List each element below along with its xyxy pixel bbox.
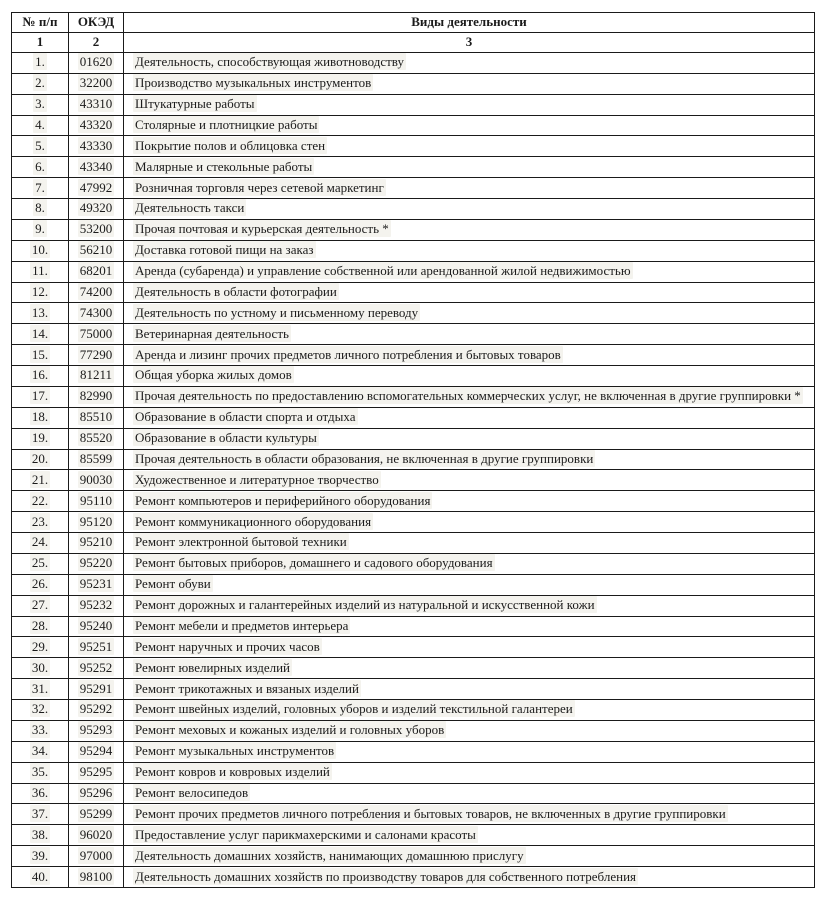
row-number-cell (12, 533, 69, 554)
row-number-cell (12, 616, 69, 637)
table-row (12, 261, 815, 282)
table-header (12, 13, 815, 53)
oked-code-cell (69, 366, 124, 387)
activity-name-cell (124, 324, 815, 345)
row-number-cell-text: 19. (31, 430, 49, 446)
oked-code-cell (69, 846, 124, 867)
row-number-cell (12, 94, 69, 115)
table-row (12, 804, 815, 825)
row-number-cell (12, 491, 69, 512)
oked-code-cell (69, 595, 124, 616)
activity-name-cell (124, 366, 815, 387)
oked-code-cell (69, 94, 124, 115)
oked-code-cell-text: 95293 (79, 722, 113, 738)
activity-name-cell-text: Ремонт электронной бытовой техники (135, 534, 347, 550)
activity-name-cell (124, 637, 815, 658)
row-number-cell-text: 3. (35, 96, 45, 112)
oked-code-cell-text: 95292 (79, 701, 113, 717)
table-row (12, 574, 815, 595)
oked-code-cell-text: 81211 (79, 367, 113, 383)
row-number-cell (12, 553, 69, 574)
row-number-cell-text: 4. (35, 116, 45, 132)
activity-name-cell (124, 178, 815, 199)
row-number-cell-text: 5. (35, 137, 45, 153)
row-number-cell (12, 52, 69, 73)
oked-code-cell (69, 240, 124, 261)
row-number-cell-text: 31. (31, 680, 49, 696)
row-number-cell (12, 407, 69, 428)
activity-name-cell-text: Образование в области спорта и отдыха (135, 409, 356, 425)
activity-name-cell (124, 616, 815, 637)
oked-code-cell-text: 74200 (79, 283, 113, 299)
row-number-cell (12, 157, 69, 178)
oked-code-cell-text: 01620 (79, 54, 113, 70)
table-row (12, 679, 815, 700)
row-number-cell (12, 73, 69, 94)
row-number-cell-text: 25. (31, 555, 49, 571)
activity-name-cell (124, 595, 815, 616)
row-number-cell (12, 366, 69, 387)
activity-name-cell (124, 428, 815, 449)
activity-name-cell (124, 491, 815, 512)
oked-code-cell-text: 75000 (79, 325, 113, 341)
activity-name-cell-text: Розничная торговля через сетевой маркетинг (135, 179, 384, 195)
activity-name-cell-text: Деятельность по устному и письменному переводу (135, 304, 419, 320)
oked-code-cell-text: 32200 (79, 75, 113, 91)
oked-code-cell (69, 303, 124, 324)
oked-code-cell (69, 73, 124, 94)
row-number-cell (12, 199, 69, 220)
header-number: № п/п (12, 13, 69, 33)
row-number-cell (12, 679, 69, 700)
activity-name-cell (124, 762, 815, 783)
row-number-cell (12, 512, 69, 533)
table-row (12, 553, 815, 574)
oked-code-cell-text: 95295 (79, 764, 113, 780)
activity-name-cell-text: Ремонт обуви (135, 576, 211, 592)
activity-name-cell-text: Покрытие полов и облицовка стен (135, 137, 326, 153)
table-row (12, 846, 815, 867)
table-row (12, 303, 815, 324)
oked-code-cell-text: 49320 (79, 200, 113, 216)
activity-name-cell (124, 303, 815, 324)
activity-name-cell (124, 658, 815, 679)
oked-code-cell-text: 95299 (79, 805, 113, 821)
column-index-row (12, 32, 815, 52)
row-number-cell (12, 783, 69, 804)
table-row (12, 407, 815, 428)
oked-code-cell-text: 95294 (79, 743, 113, 759)
row-number-cell-text: 14. (31, 325, 49, 341)
oked-code-cell (69, 574, 124, 595)
oked-code-cell-text: 97000 (79, 847, 113, 863)
table-row (12, 94, 815, 115)
table-row (12, 282, 815, 303)
table-row (12, 136, 815, 157)
activity-name-cell-text: Малярные и стекольные работы (135, 158, 313, 174)
oked-code-cell (69, 428, 124, 449)
table-row (12, 386, 815, 407)
row-number-cell-text: 8. (35, 200, 45, 216)
row-number-cell (12, 720, 69, 741)
activity-name-cell (124, 700, 815, 721)
oked-code-cell (69, 386, 124, 407)
activity-name-cell (124, 679, 815, 700)
oked-code-cell (69, 825, 124, 846)
row-number-cell (12, 762, 69, 783)
activity-name-cell (124, 846, 815, 867)
activity-name-cell (124, 136, 815, 157)
oked-code-cell (69, 178, 124, 199)
table-row (12, 512, 815, 533)
activity-name-cell (124, 73, 815, 94)
activity-name-cell-text: Деятельность, способствующая животноводству (135, 54, 404, 70)
row-number-cell-text: 18. (31, 409, 49, 425)
oked-code-cell-text: 85520 (79, 430, 113, 446)
oked-code-cell-text: 95252 (79, 659, 113, 675)
activity-name-cell (124, 825, 815, 846)
row-number-cell-text: 29. (31, 638, 49, 654)
activity-name-cell (124, 867, 815, 888)
row-number-cell-text: 9. (35, 221, 45, 237)
oked-code-cell-text: 74300 (79, 304, 113, 320)
oked-code-cell-text: 56210 (79, 242, 113, 258)
oked-code-cell (69, 720, 124, 741)
header-oked-code: ОКЭД (69, 13, 124, 33)
oked-code-cell (69, 616, 124, 637)
row-number-cell-text: 27. (31, 597, 49, 613)
activity-name-cell-text: Ремонт коммуникационного оборудования (135, 513, 372, 529)
activity-name-cell (124, 553, 815, 574)
row-number-cell (12, 386, 69, 407)
row-number-cell (12, 282, 69, 303)
activity-name-cell-text: Ремонт прочих предметов личного потребления и бытовых товаров, не включенных в другие группировки (135, 805, 726, 821)
oked-code-cell (69, 324, 124, 345)
oked-activities-table (11, 12, 815, 888)
row-number-cell (12, 178, 69, 199)
activity-name-cell (124, 449, 815, 470)
oked-code-cell-text: 77290 (79, 346, 113, 362)
oked-code-cell (69, 219, 124, 240)
table-row (12, 52, 815, 73)
activity-name-cell (124, 94, 815, 115)
oked-code-cell-text: 95291 (79, 680, 113, 696)
activity-name-cell-text: Столярные и плотницкие работы (135, 116, 318, 132)
activity-name-cell-text: Производство музыкальных инструментов (135, 75, 372, 91)
table-row (12, 595, 815, 616)
activity-name-cell (124, 470, 815, 491)
activity-name-cell (124, 407, 815, 428)
oked-code-cell (69, 783, 124, 804)
activity-name-cell (124, 219, 815, 240)
activity-name-cell-text: Деятельность такси (135, 200, 245, 216)
table-row (12, 658, 815, 679)
row-number-cell-text: 38. (31, 826, 49, 842)
activity-name-cell-text: Ремонт дорожных и галантерейных изделий из натуральной и искусственной кожи (135, 597, 595, 613)
table-row (12, 73, 815, 94)
oked-code-cell (69, 470, 124, 491)
row-number-cell (12, 324, 69, 345)
row-number-cell (12, 303, 69, 324)
table-row (12, 491, 815, 512)
row-number-cell-text: 13. (31, 304, 49, 320)
row-number-cell-text: 22. (31, 492, 49, 508)
activity-name-cell-text: Ремонт музыкальных инструментов (135, 743, 335, 759)
activity-name-cell (124, 512, 815, 533)
row-number-cell (12, 136, 69, 157)
oked-code-cell-text: 95296 (79, 784, 113, 800)
oked-code-cell-text: 47992 (79, 179, 113, 195)
row-number-cell (12, 219, 69, 240)
activity-name-cell-text: Ремонт трикотажных и вязаных изделий (135, 680, 359, 696)
activity-name-cell-text: Ремонт ковров и ковровых изделий (135, 764, 330, 780)
activity-name-cell (124, 240, 815, 261)
activity-name-cell (124, 533, 815, 554)
table-row (12, 219, 815, 240)
oked-code-cell (69, 637, 124, 658)
oked-code-cell-text: 95120 (79, 513, 113, 529)
oked-code-cell-text: 95240 (79, 617, 113, 633)
table-row (12, 762, 815, 783)
table-row (12, 240, 815, 261)
oked-code-cell (69, 762, 124, 783)
oked-code-cell (69, 804, 124, 825)
activity-name-cell (124, 720, 815, 741)
oked-code-cell (69, 261, 124, 282)
activity-name-cell (124, 199, 815, 220)
row-number-cell-text: 15. (31, 346, 49, 362)
activity-name-cell-text: Ремонт наручных и прочих часов (135, 638, 320, 654)
oked-code-cell-text: 43310 (79, 96, 113, 112)
row-number-cell-text: 11. (32, 263, 48, 279)
table-row (12, 178, 815, 199)
activity-name-cell (124, 804, 815, 825)
table-row (12, 324, 815, 345)
row-number-cell (12, 846, 69, 867)
activity-name-cell-text: Ремонт меховых и кожаных изделий и головных уборов (135, 722, 445, 738)
activity-name-cell-text: Ремонт швейных изделий, головных уборов и изделий текстильной галантереи (135, 701, 573, 717)
row-number-cell (12, 345, 69, 366)
activity-name-cell (124, 157, 815, 178)
activity-name-cell-text: Прочая деятельность в области образования, не включенная в другие группировки (135, 450, 594, 466)
table-row (12, 637, 815, 658)
row-number-cell (12, 700, 69, 721)
row-number-cell (12, 470, 69, 491)
table-row (12, 366, 815, 387)
oked-code-cell (69, 658, 124, 679)
table-row (12, 345, 815, 366)
header-row (12, 13, 815, 33)
row-number-cell (12, 449, 69, 470)
row-number-cell-text: 2. (35, 75, 45, 91)
oked-code-cell-text: 95210 (79, 534, 113, 550)
activity-name-cell-text: Предоставление услуг парикмахерскими и салонами красоты (135, 826, 476, 842)
table-row (12, 199, 815, 220)
oked-code-cell-text: 95251 (79, 638, 113, 654)
oked-code-cell (69, 282, 124, 303)
activity-name-cell-text: Деятельность домашних хозяйств, нанимающих домашнюю прислугу (135, 847, 524, 863)
activity-name-cell (124, 52, 815, 73)
row-number-cell (12, 867, 69, 888)
activity-name-cell (124, 783, 815, 804)
oked-code-cell-text: 43330 (79, 137, 113, 153)
table-row (12, 449, 815, 470)
row-number-cell-text: 24. (31, 534, 49, 550)
row-number-cell-text: 37. (31, 805, 49, 821)
row-number-cell-text: 23. (31, 513, 49, 529)
row-number-cell-text: 26. (31, 576, 49, 592)
activity-name-cell (124, 261, 815, 282)
oked-code-cell-text: 85510 (79, 409, 113, 425)
activity-name-cell-text: Доставка готовой пищи на заказ (135, 242, 314, 258)
activity-name-cell (124, 115, 815, 136)
activity-name-cell-text: Аренда и лизинг прочих предметов личного потребления и бытовых товаров (135, 346, 561, 362)
oked-code-cell (69, 157, 124, 178)
oked-code-cell-text: 95220 (79, 555, 113, 571)
oked-code-cell-text: 43320 (79, 116, 113, 132)
oked-code-cell-text: 96020 (79, 826, 113, 842)
row-number-cell (12, 574, 69, 595)
oked-code-cell (69, 449, 124, 470)
activity-name-cell-text: Художественное и литературное творчество (135, 471, 379, 487)
row-number-cell-text: 35. (31, 764, 49, 780)
activity-name-cell-text: Образование в области культуры (135, 430, 317, 446)
column-index-2: 2 (69, 32, 124, 52)
table-row (12, 741, 815, 762)
activity-name-cell (124, 574, 815, 595)
row-number-cell-text: 17. (31, 388, 49, 404)
activity-name-cell-text: Прочая почтовая и курьерская деятельность * (135, 221, 389, 237)
row-number-cell-text: 20. (31, 450, 49, 466)
activity-name-cell (124, 345, 815, 366)
oked-code-cell (69, 491, 124, 512)
oked-code-cell (69, 407, 124, 428)
table-row (12, 700, 815, 721)
table-row (12, 720, 815, 741)
oked-code-cell-text: 95110 (79, 492, 113, 508)
row-number-cell-text: 40. (31, 868, 49, 884)
activity-name-cell (124, 386, 815, 407)
oked-code-cell (69, 199, 124, 220)
row-number-cell-text: 34. (31, 743, 49, 759)
table-row (12, 157, 815, 178)
row-number-cell-text: 12. (31, 283, 49, 299)
table-row (12, 825, 815, 846)
row-number-cell-text: 1. (35, 54, 45, 70)
activity-name-cell-text: Деятельность домашних хозяйств по производству товаров для собственного потребления (135, 868, 637, 884)
column-index-3: 3 (124, 32, 815, 52)
oked-code-cell (69, 52, 124, 73)
table-row (12, 115, 815, 136)
activity-name-cell-text: Ветеринарная деятельность (135, 325, 289, 341)
row-number-cell (12, 428, 69, 449)
row-number-cell-text: 30. (31, 659, 49, 675)
row-number-cell (12, 637, 69, 658)
column-index-1: 1 (12, 32, 69, 52)
activity-name-cell-text: Ремонт бытовых приборов, домашнего и садового оборудования (135, 555, 493, 571)
header-activity-types: Виды деятельности (124, 13, 815, 33)
row-number-cell (12, 741, 69, 762)
table-row (12, 533, 815, 554)
table-row (12, 616, 815, 637)
row-number-cell-text: 36. (31, 784, 49, 800)
row-number-cell (12, 115, 69, 136)
activity-name-cell-text: Штукатурные работы (135, 96, 255, 112)
row-number-cell (12, 595, 69, 616)
row-number-cell (12, 261, 69, 282)
table-row (12, 867, 815, 888)
row-number-cell (12, 804, 69, 825)
activity-name-cell-text: Ремонт велосипедов (135, 784, 249, 800)
row-number-cell-text: 21. (31, 471, 49, 487)
row-number-cell (12, 658, 69, 679)
activity-name-cell-text: Ремонт ювелирных изделий (135, 659, 291, 675)
row-number-cell (12, 240, 69, 261)
oked-code-cell-text: 85599 (79, 450, 113, 466)
activity-name-cell-text: Общая уборка жилых домов (135, 367, 292, 383)
oked-code-cell (69, 115, 124, 136)
oked-code-cell-text: 98100 (79, 868, 113, 884)
row-number-cell-text: 7. (35, 179, 45, 195)
row-number-cell-text: 28. (31, 617, 49, 633)
activity-name-cell-text: Ремонт мебели и предметов интерьера (135, 617, 349, 633)
oked-code-cell-text: 68201 (79, 263, 113, 279)
activity-name-cell (124, 741, 815, 762)
oked-code-cell (69, 136, 124, 157)
oked-code-cell (69, 553, 124, 574)
row-number-cell-text: 10. (31, 242, 49, 258)
oked-code-cell-text: 95231 (79, 576, 113, 592)
oked-code-cell-text: 43340 (79, 158, 113, 174)
activity-name-cell-text: Ремонт компьютеров и периферийного оборудования (135, 492, 431, 508)
oked-code-cell (69, 533, 124, 554)
oked-code-cell (69, 867, 124, 888)
oked-code-cell-text: 82990 (79, 388, 113, 404)
row-number-cell-text: 6. (35, 158, 45, 174)
oked-code-cell (69, 345, 124, 366)
table-row (12, 428, 815, 449)
table-row (12, 470, 815, 491)
oked-code-cell (69, 741, 124, 762)
oked-code-cell-text: 95232 (79, 597, 113, 613)
row-number-cell-text: 16. (31, 367, 49, 383)
activity-name-cell-text: Деятельность в области фотографии (135, 283, 337, 299)
oked-code-cell (69, 700, 124, 721)
activity-name-cell (124, 282, 815, 303)
oked-code-cell-text: 90030 (79, 471, 113, 487)
activity-name-cell-text: Аренда (субаренда) и управление собственной или арендованной жилой недвижимостью (135, 263, 631, 279)
oked-code-cell-text: 53200 (79, 221, 113, 237)
activity-name-cell-text: Прочая деятельность по предоставлению вспомогательных коммерческих услуг, не включенная в другие группировки * (135, 388, 801, 404)
row-number-cell (12, 825, 69, 846)
row-number-cell-text: 33. (31, 722, 49, 738)
row-number-cell-text: 32. (31, 701, 49, 717)
table-row (12, 783, 815, 804)
row-number-cell-text: 39. (31, 847, 49, 863)
table-body (12, 52, 815, 887)
oked-code-cell (69, 679, 124, 700)
oked-code-cell (69, 512, 124, 533)
